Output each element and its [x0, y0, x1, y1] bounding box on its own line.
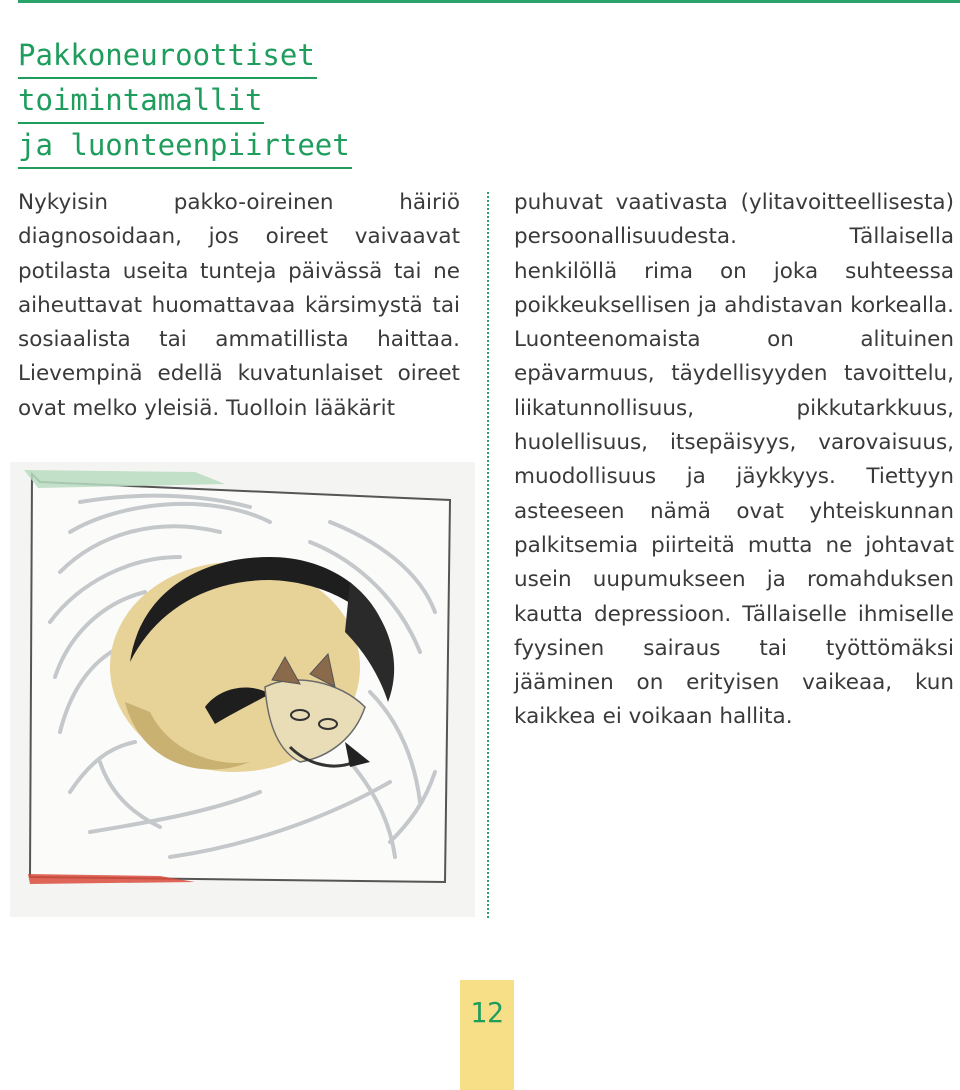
title-line-3: ja luonteenpiirteet — [18, 124, 352, 169]
title-line-1: Pakkoneuroottiset — [18, 34, 317, 79]
page-number: 12 — [470, 996, 504, 1029]
page-number-tab — [460, 980, 514, 1090]
sleeping-fox-illustration — [10, 462, 475, 917]
right-column-text: puhuvat vaativasta (ylitavoitteellisesta) persoonallisuudesta. Tällaisella henkilöllä rima on joka suhteessa poikkeuksellisen ja ahdistavan korkealla. Luonteenomaista on alituinen epävarmuus, täydellisyyden tavoittelu, liikatunnollisuus, pikkutarkkuus, huolellisuus, itsepäisyys, varovaisuus, muodollisuus ja jäykkyys. Tiettyyn asteeseen nämä ovat yhteiskunnan palkitsemia piirteitä mutta ne johtavat usein uupumukseen ja romahduksen kautta depressioon. Tällaiselle ihmiselle fyysinen sairaus tai työttömäksi jääminen on erityisen vaikeaa, kun kaikkea ei voikaan hallita. — [514, 190, 954, 730]
left-column-text: Nykyisin pakko-oireinen häiriö diagnosoidaan, jos oireet vaivaavat potilasta useita tunteja päivässä tai ne aiheuttavat huomattavaa kärsimystä tai sosiaalista tai ammatillista haittaa. Lievempinä edellä kuvatunlaiset oireet ovat melko yleisiä. Tuolloin lääkärit — [18, 190, 460, 421]
column-divider — [487, 192, 489, 918]
page-title — [18, 34, 352, 169]
top-rule — [18, 0, 960, 3]
title-line-2: toimintamallit — [18, 79, 264, 124]
